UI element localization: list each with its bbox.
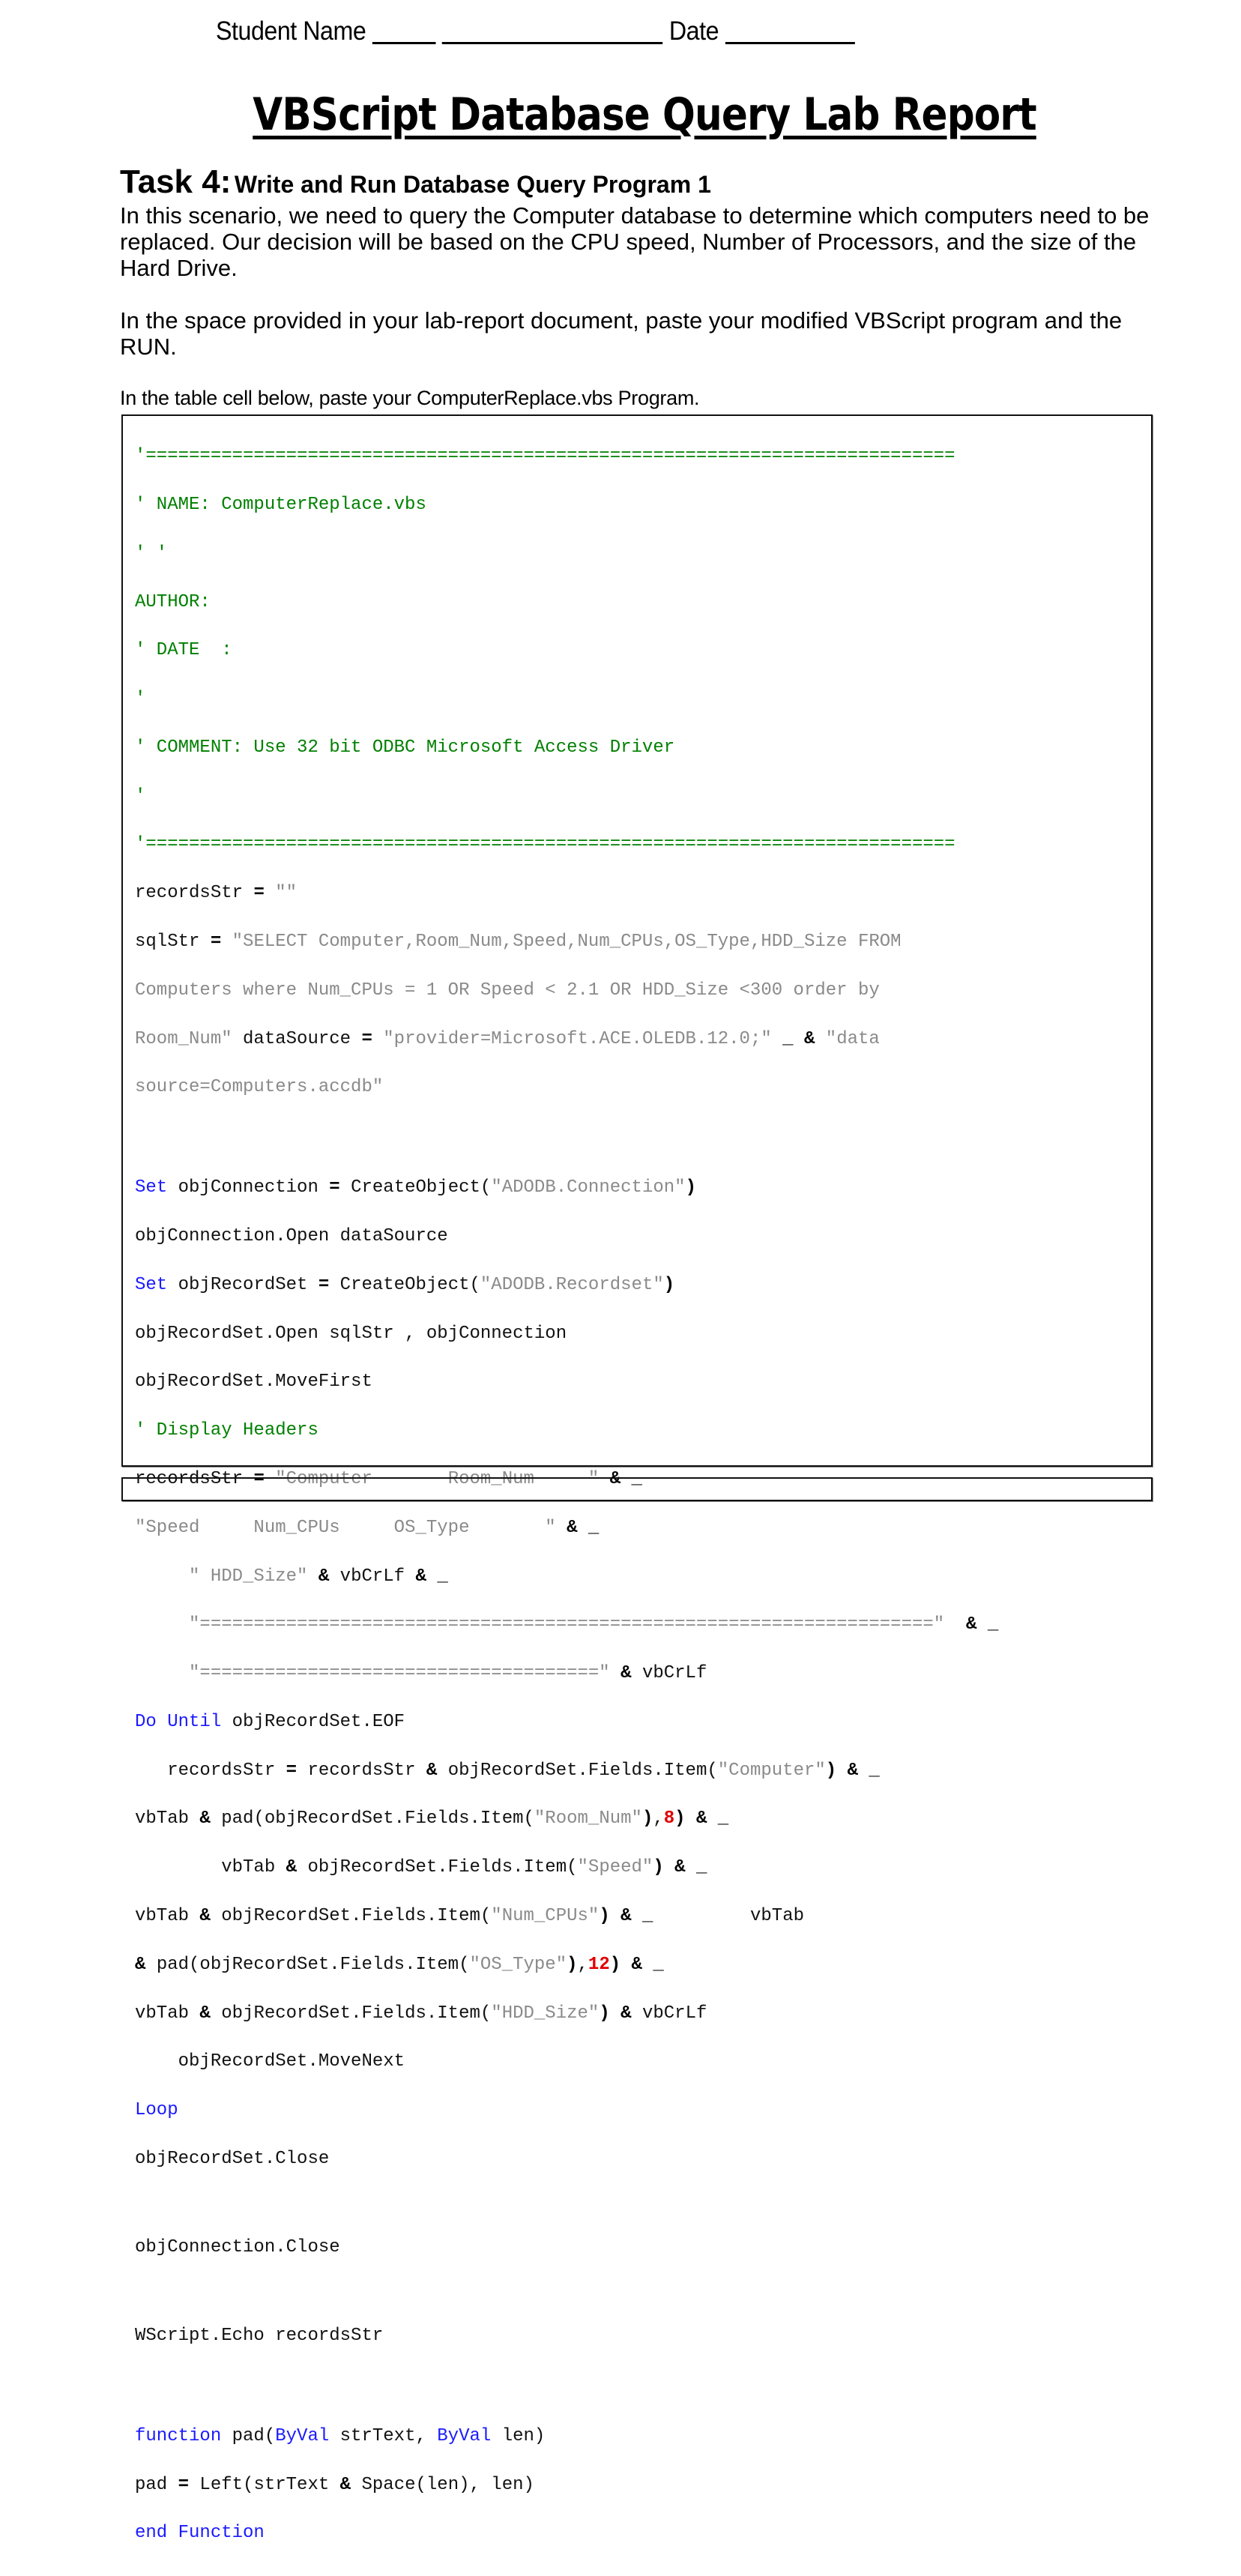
code-line-movenext: objRecordSet.MoveNext (135, 2051, 405, 2072)
table-caption: In the table cell below, paste your ComputerReplace.vbs Program. (120, 387, 700, 409)
code-line-sql-3: Room_Num" dataSource = "provider=Microsoft.ACE.OLEDB.12.0;" _ & "data (135, 1028, 880, 1049)
code-line-rs-movefirst: objRecordSet.MoveFirst (135, 1372, 372, 1393)
student-header (216, 16, 854, 46)
code-comment-separator: '=========================================================================== (135, 834, 955, 855)
code-line-sep-1: "====================================================================" & _ (189, 1614, 999, 1635)
code-comment-name: ' NAME: ComputerReplace.vbs (135, 494, 426, 515)
scenario-paragraph: In this scenario, we need to query the Computer database to determine which computers need to be replaced. Our decision will be based on the CPU speed, Number of Processors, and the size of the Hard Drive. (120, 202, 1150, 281)
code-comment-author: AUTHOR: (135, 591, 211, 612)
code-comment-separator: '=========================================================================== (135, 446, 955, 467)
code-line-loop-6: vbTab & objRecordSet.Fields.Item("HDD_Size") & vbCrLf (135, 2003, 707, 2024)
code-line-loop-3: vbTab & objRecordSet.Fields.Item("Speed") & _ (221, 1857, 707, 1878)
code-line-sep-2: "=====================================" & vbCrLf (189, 1663, 707, 1684)
student-name-label: Student Name (216, 16, 366, 46)
task-number: Task 4: (120, 163, 232, 200)
code-comment-blank: ' (135, 689, 146, 710)
code-line-loop-1: recordsStr = recordsStr & objRecordSet.Fields.Item("Computer") & _ (135, 1760, 880, 1781)
code-line-loop-5: & pad(objRecordSet.Fields.Item("OS_Type"),12) & _ (135, 1954, 664, 1975)
code-line-conn-create: Set objConnection = CreateObject("ADODB.Connection") (135, 1177, 696, 1198)
code-comment-blank: ' (135, 785, 146, 806)
code-comment-quotes: ' ' (135, 543, 168, 564)
code-line-loop-2: vbTab & pad(objRecordSet.Fields.Item("Room_Num"),8) & _ (135, 1809, 729, 1830)
code-table-cell[interactable] (121, 414, 1153, 2544)
code-line-loop: Loop (135, 2100, 178, 2121)
code-line-rs-close: objRecordSet.Close (135, 2148, 330, 2169)
code-line-function-sig: function pad(ByVal strText, ByVal len) (135, 2425, 546, 2446)
code-line-conn-close: objConnection.Close (135, 2236, 340, 2257)
code-comment-display-headers: ' Display Headers (135, 1420, 318, 1441)
student-name-blank-1[interactable] (372, 16, 436, 44)
code-comment-driver: ' COMMENT: Use 32 bit ODBC Microsoft Access Driver (135, 737, 675, 758)
code-line-do-until: Do Until objRecordSet.EOF (135, 1711, 405, 1732)
date-label: Date (668, 16, 719, 46)
code-line-conn-open: objConnection.Open dataSource (135, 1226, 448, 1247)
student-name-blank-2[interactable] (442, 16, 662, 44)
task-subtitle: Write and Run Database Query Program 1 (234, 171, 711, 198)
date-blank[interactable] (725, 16, 855, 44)
task-heading (120, 163, 711, 201)
code-line-hdr-1: recordsStr = "Computer Room_Num " & _ (135, 1469, 642, 1489)
run-output-table-cell[interactable] (121, 1477, 1153, 1501)
code-line-sql-2: Computers where Num_CPUs = 1 OR Speed < 2.1 OR HDD_Size <300 order by (135, 980, 880, 1001)
code-line-ds-3: source=Computers.accdb" (135, 1077, 384, 1098)
instructions-paragraph: In the space provided in your lab-report document, paste your modified VBScript program and the RUN. (120, 307, 1123, 360)
code-line-hdr-3: " HDD_Size" & vbCrLf & _ (189, 1566, 448, 1587)
code-line-rs-open: objRecordSet.Open sqlStr , objConnection (135, 1323, 567, 1344)
page-title: VBScript Database Query Lab Report (253, 88, 1036, 141)
code-line-loop-4: vbTab & objRecordSet.Fields.Item("Num_CPUs") & _ vbTab (135, 1906, 804, 1927)
code-line-records-init: recordsStr = "" (135, 883, 298, 904)
code-line-function-body: pad = Left(strText & Space(len), len) (135, 2474, 534, 2495)
code-line-echo: WScript.Echo recordsStr (135, 2325, 384, 2346)
code-line-sql-1: sqlStr = "SELECT Computer,Room_Num,Speed,Num_CPUs,OS_Type,HDD_Size FROM (135, 932, 902, 952)
code-line-hdr-2: "Speed Num_CPUs OS_Type " & _ (135, 1517, 600, 1538)
code-comment-date: ' DATE : (135, 640, 232, 661)
code-line-end-function: end Function (135, 2523, 265, 2544)
code-line-rs-create: Set objRecordSet = CreateObject("ADODB.Recordset") (135, 1274, 675, 1295)
